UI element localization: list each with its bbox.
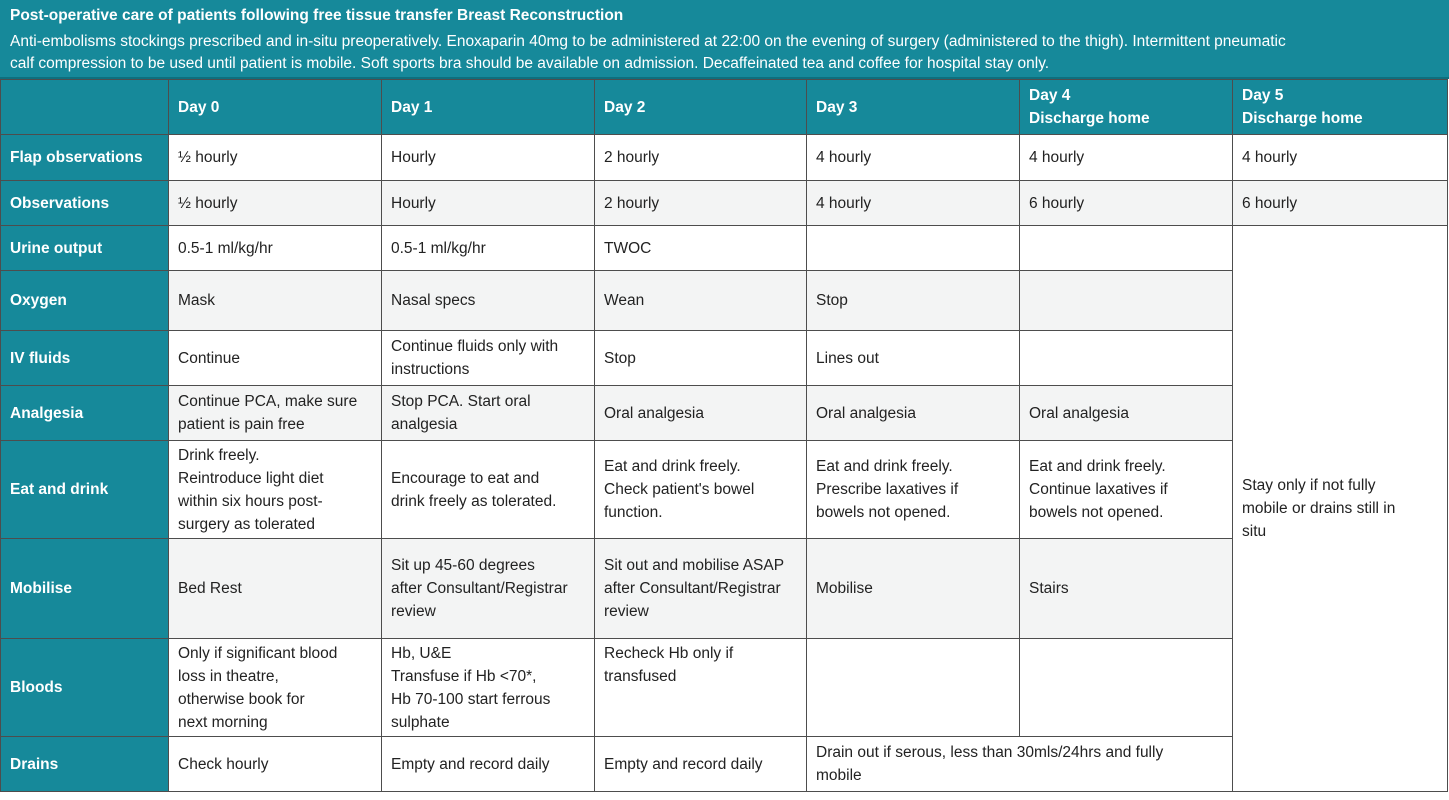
table-row-iv-fluids <box>1 331 1448 386</box>
cell-line: Mask <box>178 292 216 309</box>
cell-line: Drink freely. <box>178 446 260 464</box>
cell-line: Mobilise <box>816 580 873 597</box>
header-day-4 <box>1020 80 1233 135</box>
cell-line: Stop <box>816 292 848 309</box>
cell-line: 6 hourly <box>1242 194 1298 212</box>
table-cell <box>169 386 382 441</box>
header-day-2 <box>595 80 807 135</box>
table-cell <box>169 135 382 181</box>
cell-line: Oral analgesia <box>816 404 916 422</box>
header-day-5 <box>1233 80 1448 135</box>
cell-line: 4 hourly <box>816 194 872 212</box>
table-cell <box>1020 441 1233 539</box>
cell-line: after Consultant/Registrar <box>391 580 568 597</box>
table-cell <box>1020 386 1233 441</box>
table-cell <box>807 181 1020 226</box>
cell-line: Continue PCA, make sure <box>178 393 358 410</box>
table-cell <box>807 135 1020 181</box>
cell-line: mobile or drains still in <box>1242 500 1396 517</box>
cell-line: Only if significant blood <box>178 644 338 662</box>
cell-line: Stop <box>604 349 636 367</box>
cell-line: mobile <box>816 767 862 784</box>
cell-line: bowels not opened. <box>1029 504 1164 521</box>
cell-line: Day 0 <box>178 98 220 116</box>
cell-line <box>604 688 797 711</box>
cell-line: next morning <box>178 713 268 731</box>
cell-line: Sit up 45-60 degrees <box>391 557 535 574</box>
cell-line: Oral analgesia <box>604 404 704 422</box>
table-cell <box>382 441 595 539</box>
cell-line: Day 2 <box>604 98 646 116</box>
table-row-bloods <box>1 639 1448 737</box>
cell-line: Eat and drink freely. <box>1029 458 1166 475</box>
cell-line: Oral analgesia <box>1029 404 1129 422</box>
cell-line <box>604 711 797 734</box>
table-row-urine-output <box>1 226 1448 271</box>
cell-line: Reintroduce light diet <box>178 469 324 487</box>
table-cell <box>595 441 807 539</box>
cell-line: within six hours post- <box>178 492 323 510</box>
cell-line: Eat and drink freely. <box>604 458 741 475</box>
table-cell <box>1020 135 1233 181</box>
cell-line: 4 hourly <box>1242 149 1298 166</box>
cell-line: Empty and record daily <box>604 755 763 773</box>
table-cell <box>169 181 382 226</box>
cell-line: Empty and record daily <box>391 755 550 773</box>
header-banner <box>0 0 1449 79</box>
table-cell <box>807 271 1020 331</box>
cell-line: review <box>391 603 436 620</box>
cell-line: Wean <box>604 292 645 309</box>
table-cell <box>169 639 382 737</box>
table-cell <box>807 639 1020 737</box>
cell-line: sulphate <box>391 713 450 731</box>
cell-line: otherwise book for <box>178 690 305 708</box>
table-row-eat-and-drink <box>1 441 1448 539</box>
table-cell <box>595 226 807 271</box>
page-title: Post-operative care of patients following free tissue transfer Breast Reconstruction <box>10 7 624 24</box>
cell-line: Stop PCA. Start oral <box>391 393 531 410</box>
cell-line: Check hourly <box>178 755 269 773</box>
table-row-oxygen <box>1 271 1448 331</box>
table-cell <box>807 226 1020 271</box>
table-cell <box>807 386 1020 441</box>
table-cell <box>595 539 807 639</box>
cell-line: analgesia <box>391 416 458 433</box>
table-cell <box>595 135 807 181</box>
table-cell <box>169 539 382 639</box>
row-label: Flap observations <box>1 135 169 181</box>
cell-line: surgery as tolerated <box>178 515 315 533</box>
cell-line: Eat and drink freely. <box>816 458 953 475</box>
header-day-0 <box>169 80 382 135</box>
table-cell <box>595 271 807 331</box>
table-row-drains <box>1 737 1448 792</box>
table-cell <box>169 226 382 271</box>
cell-line: drink freely as tolerated. <box>391 492 557 510</box>
table-cell <box>807 441 1020 539</box>
row-label: Eat and drink <box>1 441 169 539</box>
cell-line: ½ hourly <box>178 194 238 212</box>
table-cell <box>595 331 807 386</box>
header-day-1 <box>382 80 595 135</box>
cell-line: Encourage to eat and <box>391 469 540 487</box>
cell-line: Day 1 <box>391 98 433 116</box>
cell-line: Continue laxatives if <box>1029 481 1168 498</box>
cell-line: TWOC <box>604 239 652 257</box>
cell-line: instructions <box>391 361 470 378</box>
corner-cell <box>1 80 169 135</box>
cell-line: Transfuse if Hb <70*, <box>391 667 537 685</box>
table-cell <box>382 639 595 737</box>
cell-line: Sit out and mobilise ASAP <box>604 557 785 574</box>
intro-note <box>10 31 1435 75</box>
cell-line: Discharge home <box>1029 110 1150 127</box>
cell-line: Hourly <box>391 194 436 212</box>
table-cell <box>382 271 595 331</box>
table-cell <box>382 181 595 226</box>
table-cell <box>807 737 1233 792</box>
day5-merged-cell <box>1233 226 1448 792</box>
table-cell <box>595 639 807 737</box>
table-row-observations <box>1 181 1448 226</box>
table-row-mobilise <box>1 539 1448 639</box>
cell-line: 0.5-1 ml/kg/hr <box>391 239 486 257</box>
table-cell <box>595 737 807 792</box>
cell-line: Day 3 <box>816 98 858 116</box>
cell-line: Stay only if not fully <box>1242 477 1376 494</box>
table-cell <box>1020 181 1233 226</box>
table-cell <box>169 331 382 386</box>
cell-line: ½ hourly <box>178 149 238 166</box>
cell-line: Check patient's bowel <box>604 481 755 498</box>
row-label: Bloods <box>1 639 169 737</box>
row-label: Observations <box>1 181 169 226</box>
row-label: Mobilise <box>1 539 169 639</box>
intro-line: Anti-embolisms stockings prescribed and in-situ preoperatively. Enoxaparin 40mg to be administered at 22:00 on the evening of surgery (administered to the thigh). Intermittent pneumatic <box>10 33 1286 50</box>
table-cell <box>1020 331 1233 386</box>
row-label: Urine output <box>1 226 169 271</box>
header-day-3 <box>807 80 1020 135</box>
cell-line: loss in theatre, <box>178 667 279 685</box>
cell-line: Recheck Hb only if <box>604 644 734 662</box>
table-cell <box>595 386 807 441</box>
cell-line: Continue <box>178 349 241 367</box>
cell-line: 6 hourly <box>1029 194 1085 212</box>
table-cell <box>1233 181 1448 226</box>
cell-line: 4 hourly <box>816 149 872 166</box>
cell-line: Bed Rest <box>178 580 242 597</box>
table-cell <box>382 737 595 792</box>
table-cell <box>595 181 807 226</box>
table-cell <box>1020 539 1233 639</box>
row-label: IV fluids <box>1 331 169 386</box>
table-cell <box>382 386 595 441</box>
table-cell <box>1020 271 1233 331</box>
cell-line: 4 hourly <box>1029 149 1085 166</box>
intro-line: calf compression to be used until patient is mobile. Soft sports bra should be available on admission. Decaffeinated tea and coffee for hospital stay only. <box>10 55 1050 72</box>
cell-line: Drain out if serous, less than 30mls/24hrs and fully <box>816 744 1164 761</box>
cell-line: 2 hourly <box>604 149 660 166</box>
table-cell <box>169 441 382 539</box>
cell-line: Prescribe laxatives if <box>816 481 959 498</box>
cell-line: Hb 70-100 start ferrous <box>391 690 551 708</box>
table-cell <box>382 226 595 271</box>
cell-line: Stairs <box>1029 580 1069 597</box>
cell-line: Discharge home <box>1242 110 1363 127</box>
cell-line: patient is pain free <box>178 416 305 433</box>
table-cell <box>807 539 1020 639</box>
row-label: Drains <box>1 737 169 792</box>
table-cell <box>1233 135 1448 181</box>
cell-line: 0.5-1 ml/kg/hr <box>178 239 273 257</box>
row-label: Oxygen <box>1 271 169 331</box>
cell-line: function. <box>604 504 663 521</box>
table-cell <box>1020 226 1233 271</box>
table-row-analgesia <box>1 386 1448 441</box>
cell-line: situ <box>1242 523 1267 540</box>
cell-line: Hourly <box>391 149 436 166</box>
table-row-flap-observations <box>1 135 1448 181</box>
table-cell <box>169 271 382 331</box>
row-label: Analgesia <box>1 386 169 441</box>
table-cell <box>807 331 1020 386</box>
cell-line: transfused <box>604 667 677 685</box>
table-cell <box>169 737 382 792</box>
cell-line: Day 5 <box>1242 87 1284 104</box>
cell-line: Continue fluids only with <box>391 338 559 355</box>
table-cell <box>382 331 595 386</box>
cell-line: Lines out <box>816 349 879 367</box>
cell-line: Hb, U&E <box>391 644 452 662</box>
cell-line: review <box>604 603 649 620</box>
cell-line: Day 4 <box>1029 87 1071 104</box>
table-cell <box>382 135 595 181</box>
table-cell <box>382 539 595 639</box>
cell-line: after Consultant/Registrar <box>604 580 781 597</box>
cell-line: bowels not opened. <box>816 504 951 521</box>
care-table <box>0 79 1448 792</box>
cell-line: 2 hourly <box>604 194 660 212</box>
table-cell <box>1020 639 1233 737</box>
cell-line: Nasal specs <box>391 292 476 309</box>
